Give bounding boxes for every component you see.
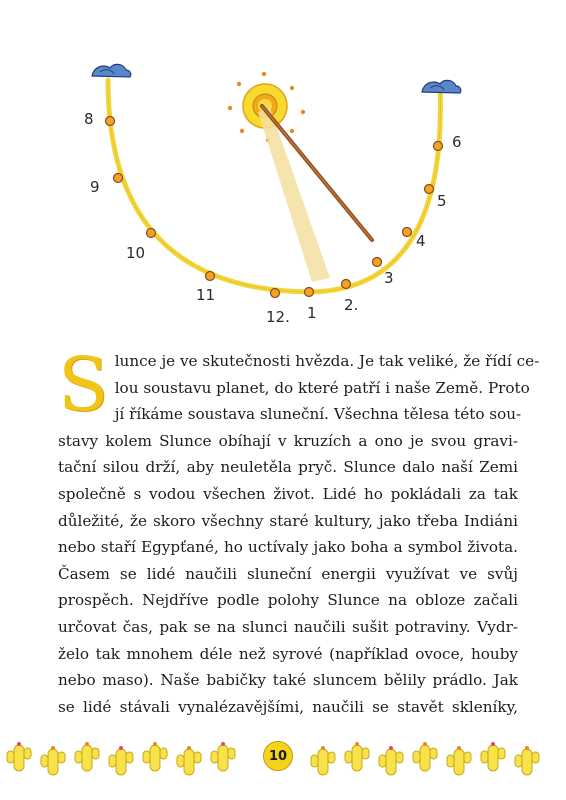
sundial-illustration: [0, 0, 566, 340]
text-line: jí říkáme soustava sluneční. Všechna tělesa této sou-: [114, 405, 522, 424]
text-line: želo tak mnohem déle než syrové (například ovoce, houby: [58, 644, 518, 663]
text-line: lou soustavu planet, do které patří i naše Země. Proto: [114, 378, 530, 397]
hour-label-12: 12.: [266, 308, 290, 326]
cactus-icon: [515, 746, 539, 775]
hour-label-1: 1: [307, 304, 317, 322]
cactus-icon: [345, 742, 369, 771]
text-line: důležité, že skoro všechny staré kultury, jako třeba Indiáni: [58, 511, 518, 530]
cactus-icon: [177, 746, 201, 775]
text-line: prospěch. Nejdříve podle polohy Slunce na obloze začali: [58, 591, 518, 610]
dropcap-letter: S: [58, 342, 109, 428]
hour-label-11: 11: [196, 286, 216, 304]
hour-label-3: 3: [384, 269, 394, 287]
page-number: 10: [263, 741, 293, 771]
cloud-right-icon: [422, 80, 461, 93]
cactus-icon: [143, 742, 167, 771]
article-text: [58, 342, 540, 720]
text-line: stavy kolem Slunce obíhají v kruzích a ono je svou gravi-: [58, 431, 518, 450]
text-line: nebo staří Egypťané, ho uctívaly jako boha a symbol života.: [58, 538, 518, 557]
cactus-icon: [311, 746, 335, 775]
cactus-icon: [109, 746, 133, 775]
light-beam: [258, 108, 330, 282]
hour-label-4: 4: [416, 232, 426, 250]
cactus-icon: [75, 742, 99, 771]
hour-label-9: 9: [90, 178, 100, 196]
hour-label-2: 2.: [344, 296, 359, 314]
hour-label-10: 10: [126, 244, 146, 262]
text-line: se lidé stávali vynalézavějšími, naučili se stavět skleníky,: [58, 697, 518, 716]
cloud-left-icon: [92, 64, 131, 77]
text-line: společně s vodou všechen život. Lidé ho pokládali za tak: [58, 484, 518, 503]
hour-label-5: 5: [437, 192, 447, 210]
hour-label-6: 6: [452, 133, 462, 151]
text-line: určovat čas, pak se na slunci naučili sušit potraviny. Vydr-: [58, 617, 518, 636]
cactus-icon: [481, 742, 505, 771]
hour-label-8: 8: [84, 110, 94, 128]
text-line: Časem se lidé naučili sluneční energii využívat ve svůj: [58, 564, 518, 583]
text-line: lunce je ve skutečnosti hvězda. Je tak veliké, že řídí ce-: [114, 352, 540, 370]
cactus-icon: [41, 746, 65, 775]
cactus-icon: [447, 746, 471, 775]
text-line: nebo maso). Naše babičky také sluncem bělily prádlo. Jak: [58, 671, 518, 690]
cactus-icon: [413, 742, 437, 771]
cactus-icon: [379, 746, 403, 775]
text-line: tační silou drží, aby neuletěla pryč. Slunce dalo naší Zemi: [58, 458, 518, 477]
cactus-icon: [7, 742, 31, 771]
cactus-icon: [211, 742, 235, 771]
